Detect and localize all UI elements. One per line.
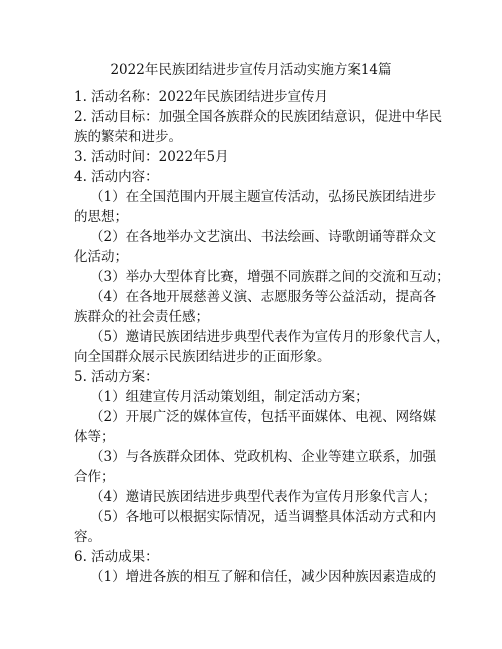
line-7: 的思想； bbox=[74, 209, 128, 225]
line-23: 容。 bbox=[74, 529, 101, 545]
line-8: （2）在各地举办文艺演出、书法绘画、诗歌朗诵等群众文 bbox=[90, 229, 437, 245]
line-19: （3）与各族群众团体、党政机构、企业等建立联系，加强 bbox=[90, 449, 437, 465]
line-4: 3. 活动时间：2022年5月 bbox=[74, 149, 229, 165]
line-6: （1）在全国范围内开展主题宣传活动，弘扬民族团结进步 bbox=[90, 189, 437, 205]
line-1: 1. 活动名称：2022年民族团结进步宣传月 bbox=[74, 89, 329, 105]
line-22: （5）各地可以根据实际情况，适当调整具体活动方式和内 bbox=[90, 509, 437, 525]
line-12: 族群众的社会责任感； bbox=[74, 309, 209, 325]
line-3: 族的繁荣和进步。 bbox=[74, 129, 182, 145]
line-14: 向全国群众展示民族团结进步的正面形象。 bbox=[74, 349, 331, 365]
line-15: 5. 活动方案： bbox=[74, 369, 159, 385]
document-title: 2022年民族团结进步宣传月活动实施方案14篇 bbox=[110, 62, 392, 78]
line-21: （4）邀请民族团结进步典型代表作为宣传月形象代言人； bbox=[90, 489, 437, 505]
line-25: （1）增进各族的相互了解和信任，减少因种族因素造成的 bbox=[90, 569, 437, 585]
line-18: 体等； bbox=[74, 429, 115, 445]
line-9: 化活动； bbox=[74, 249, 128, 265]
line-11: （4）在各地开展慈善义演、志愿服务等公益活动，提高各 bbox=[90, 289, 437, 305]
line-10: （3）举办大型体育比赛，增强不同族群之间的交流和互动； bbox=[90, 269, 450, 285]
line-17: （2）开展广泛的媒体宣传，包括平面媒体、电视、网络媒 bbox=[90, 409, 437, 425]
line-24: 6. 活动成果： bbox=[74, 549, 159, 565]
line-5: 4. 活动内容： bbox=[74, 169, 159, 185]
line-13: （5）邀请民族团结进步典型代表作为宣传月的形象代言人， bbox=[90, 329, 450, 345]
line-20: 合作； bbox=[74, 469, 115, 485]
line-2: 2. 活动目标：加强全国各族群众的民族团结意识，促进中华民 bbox=[74, 109, 443, 125]
line-16: （1）组建宣传月活动策划组，制定活动方案； bbox=[90, 389, 369, 405]
